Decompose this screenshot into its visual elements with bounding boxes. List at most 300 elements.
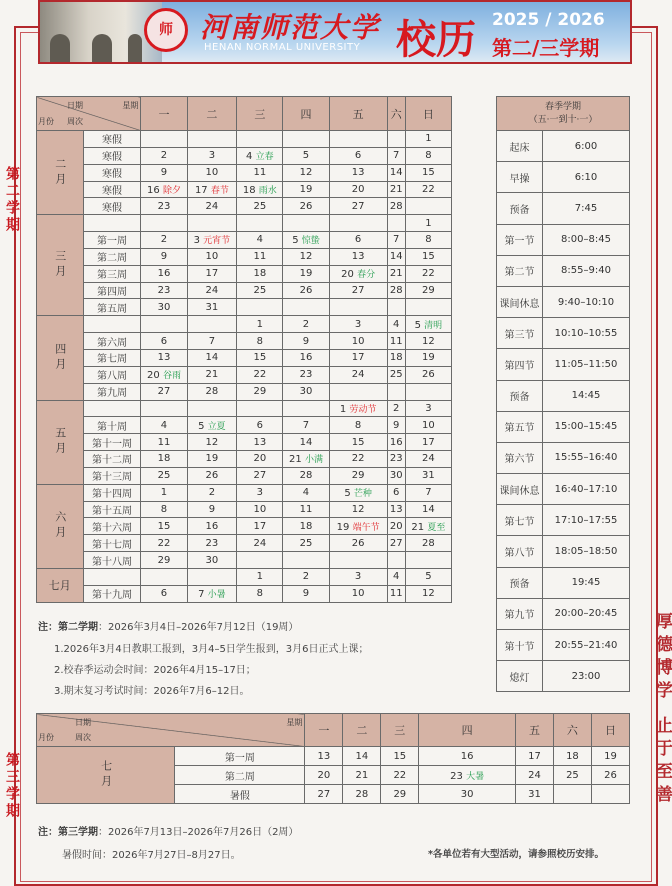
week-number: 第五周	[83, 299, 141, 316]
day-number: 5	[414, 319, 421, 331]
month-label: 月份	[38, 117, 54, 126]
day-cell: 17	[187, 265, 237, 282]
period-name: 第七节	[497, 505, 543, 536]
day-cell	[283, 215, 329, 232]
week-number: 第一周	[175, 747, 305, 766]
day-cell: 15	[141, 518, 187, 535]
weekday-header: 三	[381, 714, 419, 747]
day-cell: 24	[187, 198, 237, 215]
day-cell: 15	[329, 434, 387, 451]
day-cell	[405, 198, 451, 215]
day-cell: 1	[237, 316, 283, 333]
day-cell: 17	[405, 434, 451, 451]
week-number: 第八周	[83, 366, 141, 383]
day-cell: 8	[141, 501, 187, 518]
day-cell	[329, 518, 387, 535]
day-cell: 5	[283, 147, 329, 164]
weekday-header: 一	[305, 714, 343, 747]
month-label: 六月	[53, 511, 67, 542]
day-cell: 23	[283, 366, 329, 383]
day-cell: 12	[405, 333, 451, 350]
academic-year: 2025 / 2026	[492, 10, 605, 30]
week-row	[37, 417, 452, 434]
week-number	[83, 215, 141, 232]
day-cell: 4	[141, 417, 187, 434]
day-cell: 28	[343, 785, 381, 804]
day-cell: 21	[343, 766, 381, 785]
day-cell: 26	[591, 766, 629, 785]
day-cell	[187, 568, 237, 585]
day-cell: 1	[237, 568, 283, 585]
period-time: 20:55–21:40	[543, 630, 630, 661]
day-cell	[419, 766, 516, 785]
day-cell: 11	[237, 248, 283, 265]
day-cell: 8	[405, 147, 451, 164]
month-cell	[37, 215, 84, 316]
period-name: 第八节	[497, 536, 543, 567]
day-cell: 2	[187, 484, 237, 501]
day-cell: 2	[141, 147, 187, 164]
day-cell	[329, 131, 387, 148]
day-cell	[283, 299, 329, 316]
day-cell: 20	[305, 766, 343, 785]
week-row	[37, 501, 452, 518]
solar-term-label: 芒种	[353, 489, 372, 500]
week-row	[37, 333, 452, 350]
day-cell: 30	[141, 299, 187, 316]
month-cell	[37, 131, 84, 215]
month-label: 五月	[53, 427, 67, 458]
corner-header	[37, 714, 305, 747]
term2-range: ：2026年3月4日–2026年7月12日（19周）	[98, 622, 299, 633]
week-row	[37, 366, 452, 383]
day-cell	[141, 215, 187, 232]
day-cell: 13	[387, 501, 405, 518]
day-cell	[187, 215, 237, 232]
term2-note-item: 1.2026年3月4日教职工报到，3月4–5日学生报到，3月6日正式上课；	[54, 644, 369, 655]
activity-remark: *各单位若有大型活动，请参照校历安排。	[428, 849, 604, 860]
day-cell: 7	[387, 147, 405, 164]
day-cell: 6	[141, 333, 187, 350]
day-cell: 14	[187, 349, 237, 366]
day-cell: 3	[405, 400, 451, 417]
day-cell: 2	[283, 316, 329, 333]
holiday-label: 春节	[210, 185, 229, 196]
week-row	[37, 383, 452, 400]
day-cell: 31	[187, 299, 237, 316]
weekday-label: 星期	[286, 718, 303, 727]
solar-term-label: 雨水	[258, 185, 277, 196]
day-number: 7	[198, 589, 205, 601]
solar-term-label: 清明	[424, 320, 443, 331]
period-time: 20:00–20:45	[543, 598, 630, 629]
day-cell: 11	[283, 501, 329, 518]
weekday-header: 六	[387, 97, 405, 131]
day-cell: 2	[283, 568, 329, 585]
day-cell: 29	[405, 282, 451, 299]
period-time: 14:45	[543, 380, 630, 411]
side-label-term3: 第三学期	[4, 752, 20, 820]
schedule-row	[497, 411, 630, 442]
day-cell: 9	[283, 585, 329, 602]
period-name: 第四节	[497, 349, 543, 380]
schedule-row	[497, 349, 630, 380]
period-name: 第十节	[497, 630, 543, 661]
week-number: 寒假	[83, 164, 141, 181]
holiday-label: 端午节	[352, 522, 380, 533]
day-cell: 10	[187, 248, 237, 265]
month-label: 七月	[99, 760, 113, 790]
day-cell: 19	[591, 747, 629, 766]
day-cell: 29	[381, 785, 419, 804]
day-cell: 25	[387, 366, 405, 383]
university-motto: 厚德博学 止于至善	[652, 612, 672, 808]
schedule-subtitle: （五·一到十·一）	[528, 114, 598, 125]
day-cell: 3	[329, 316, 387, 333]
schedule-header	[497, 97, 630, 131]
day-cell	[329, 383, 387, 400]
day-cell: 18	[141, 451, 187, 468]
day-cell: 16	[187, 518, 237, 535]
period-name: 早操	[497, 162, 543, 193]
schedule-row	[497, 255, 630, 286]
day-cell: 22	[381, 766, 419, 785]
day-number: 20	[147, 370, 160, 382]
weekday-header: 日	[591, 714, 629, 747]
week-number	[83, 400, 141, 417]
week-number: 第十七周	[83, 535, 141, 552]
day-cell	[237, 552, 283, 569]
day-cell: 24	[187, 282, 237, 299]
solar-term-label: 夏至	[427, 522, 446, 533]
day-cell: 17	[237, 518, 283, 535]
week-number: 第十二周	[83, 451, 141, 468]
summer-vacation-note: 暑假时间：2026年7月27日–8月27日。	[62, 850, 241, 861]
week-row	[37, 198, 452, 215]
period-time: 18:05–18:50	[543, 536, 630, 567]
week-number: 第十八周	[83, 552, 141, 569]
day-cell: 21	[387, 265, 405, 282]
day-cell	[283, 400, 329, 417]
day-cell: 15	[381, 747, 419, 766]
month-cell	[37, 316, 84, 400]
week-number: 第三周	[83, 265, 141, 282]
day-cell: 27	[329, 282, 387, 299]
day-cell: 24	[515, 766, 553, 785]
day-cell	[387, 383, 405, 400]
week-number: 第二周	[175, 766, 305, 785]
date-label: 日期	[75, 718, 91, 727]
daily-schedule-table	[496, 96, 630, 692]
university-name-en: HENAN NORMAL UNIVERSITY	[204, 42, 361, 53]
period-name: 第三节	[497, 318, 543, 349]
day-cell: 8	[329, 417, 387, 434]
holiday-label: 劳动节	[349, 404, 377, 415]
day-cell: 22	[237, 366, 283, 383]
weekday-header: 四	[283, 97, 329, 131]
day-cell: 24	[237, 535, 283, 552]
day-cell	[405, 316, 451, 333]
day-cell: 9	[387, 417, 405, 434]
solar-term-label: 春分	[357, 270, 376, 281]
week-number: 第六周	[83, 333, 141, 350]
week-row	[37, 181, 452, 198]
solar-term-label: 立春	[255, 152, 274, 163]
period-time: 9:40–10:10	[543, 286, 630, 317]
day-cell: 21	[187, 366, 237, 383]
day-cell: 19	[283, 181, 329, 198]
schedule-title: 春季学期	[544, 101, 581, 112]
day-cell: 31	[405, 467, 451, 484]
day-cell: 18	[283, 518, 329, 535]
day-cell	[237, 400, 283, 417]
day-cell: 13	[329, 248, 387, 265]
day-cell: 16	[283, 349, 329, 366]
calendar-title: 校历	[396, 17, 476, 63]
day-cell: 4	[387, 568, 405, 585]
day-cell: 5	[405, 568, 451, 585]
day-cell	[387, 215, 405, 232]
day-cell: 21	[387, 181, 405, 198]
day-cell	[405, 383, 451, 400]
day-cell: 13	[329, 164, 387, 181]
day-cell	[237, 215, 283, 232]
day-cell: 19	[283, 265, 329, 282]
day-cell: 30	[387, 467, 405, 484]
period-time: 15:55–16:40	[543, 442, 630, 473]
day-cell: 4	[283, 484, 329, 501]
day-number: 17	[194, 184, 208, 196]
week-row	[37, 484, 452, 501]
calendar-header-row	[37, 97, 452, 131]
month-label: 二月	[53, 157, 67, 188]
corner-header	[37, 97, 141, 131]
day-cell	[237, 299, 283, 316]
day-cell: 23	[141, 282, 187, 299]
day-cell: 14	[405, 501, 451, 518]
day-cell: 15	[405, 164, 451, 181]
day-cell	[237, 181, 283, 198]
schedule-row	[497, 193, 630, 224]
week-number: 暑假	[175, 785, 305, 804]
day-cell: 11	[387, 585, 405, 602]
period-name: 熄灯	[497, 661, 543, 692]
day-cell: 8	[237, 333, 283, 350]
week-row	[37, 164, 452, 181]
week-row	[37, 535, 452, 552]
day-cell: 12	[405, 585, 451, 602]
week-number: 第十五周	[83, 501, 141, 518]
day-cell: 22	[405, 181, 451, 198]
day-cell: 25	[283, 535, 329, 552]
week-number: 寒假	[83, 198, 141, 215]
day-cell: 28	[187, 383, 237, 400]
day-cell	[187, 400, 237, 417]
day-cell: 7	[187, 333, 237, 350]
day-cell: 29	[141, 552, 187, 569]
day-cell	[187, 181, 237, 198]
week-number: 第十一周	[83, 434, 141, 451]
day-cell: 6	[329, 147, 387, 164]
day-cell: 18	[553, 747, 591, 766]
day-number: 23	[450, 770, 463, 782]
day-cell: 23	[187, 535, 237, 552]
day-number: 5	[292, 235, 299, 247]
day-cell	[405, 299, 451, 316]
period-time: 8:55–9:40	[543, 255, 630, 286]
week-label: 周次	[67, 117, 83, 126]
day-cell	[329, 552, 387, 569]
period-name: 预备	[497, 380, 543, 411]
term2-note: 注：第二学期：2026年3月4日–2026年7月12日（19周）	[38, 622, 299, 633]
weekday-header: 日	[405, 97, 451, 131]
day-cell	[187, 417, 237, 434]
day-cell	[283, 451, 329, 468]
day-cell	[329, 484, 387, 501]
period-name: 第五节	[497, 411, 543, 442]
term2-note-item: 2.校春季运动会时间：2026年4月15–17日；	[54, 665, 256, 676]
day-cell: 10	[329, 585, 387, 602]
day-cell: 6	[387, 484, 405, 501]
schedule-row	[497, 162, 630, 193]
day-cell: 12	[329, 501, 387, 518]
week-row	[37, 147, 452, 164]
week-row	[37, 349, 452, 366]
period-time: 19:45	[543, 567, 630, 598]
header-banner	[38, 0, 632, 64]
day-cell	[187, 316, 237, 333]
week-row	[37, 400, 452, 417]
week-row	[37, 316, 452, 333]
day-cell: 3	[237, 484, 283, 501]
period-name: 第一节	[497, 224, 543, 255]
period-time: 11:05–11:50	[543, 349, 630, 380]
day-cell: 1	[405, 215, 451, 232]
period-time: 6:10	[543, 162, 630, 193]
day-cell	[187, 585, 237, 602]
schedule-row	[497, 505, 630, 536]
solar-term-label: 立夏	[207, 421, 226, 432]
day-cell: 22	[329, 451, 387, 468]
day-cell: 28	[283, 467, 329, 484]
solar-term-label: 惊蛰	[301, 236, 320, 247]
day-cell: 25	[237, 282, 283, 299]
schedule-row	[497, 224, 630, 255]
week-row	[37, 585, 452, 602]
schedule-row	[497, 286, 630, 317]
day-cell	[141, 181, 187, 198]
week-label: 周次	[75, 733, 91, 742]
day-number: 21	[411, 521, 425, 533]
weekday-header: 三	[237, 97, 283, 131]
week-row	[37, 747, 630, 766]
day-cell: 18	[387, 349, 405, 366]
holiday-label: 元宵节	[203, 236, 231, 247]
day-number: 4	[246, 151, 253, 163]
university-name-cn: 河南师范大学	[200, 11, 381, 44]
day-cell	[141, 400, 187, 417]
day-cell: 2	[141, 232, 187, 249]
day-cell: 6	[329, 232, 387, 249]
term2-note-label: 第二学期	[58, 622, 98, 633]
month-label: 月份	[38, 733, 54, 742]
weekday-header: 二	[343, 714, 381, 747]
day-cell: 9	[141, 164, 187, 181]
calendar-header-row	[37, 714, 630, 747]
schedule-row	[497, 536, 630, 567]
month-label: 三月	[53, 250, 67, 281]
day-cell: 16	[419, 747, 516, 766]
day-cell: 23	[141, 198, 187, 215]
month-label: 七月	[48, 579, 71, 593]
week-number: 第九周	[83, 383, 141, 400]
weekday-header: 四	[419, 714, 516, 747]
day-cell: 25	[237, 198, 283, 215]
period-name: 课间休息	[497, 474, 543, 505]
period-name: 预备	[497, 193, 543, 224]
month-cell	[37, 484, 84, 568]
day-cell: 11	[387, 333, 405, 350]
schedule-row	[497, 318, 630, 349]
day-cell	[591, 785, 629, 804]
day-cell: 10	[405, 417, 451, 434]
day-cell: 26	[329, 535, 387, 552]
weekday-header: 六	[553, 714, 591, 747]
day-cell: 13	[237, 434, 283, 451]
day-cell	[141, 568, 187, 585]
day-cell: 13	[305, 747, 343, 766]
day-cell	[141, 316, 187, 333]
day-cell: 12	[187, 434, 237, 451]
period-name: 第二节	[497, 255, 543, 286]
week-number: 第七周	[83, 349, 141, 366]
day-cell	[283, 131, 329, 148]
holiday-label: 除夕	[162, 185, 181, 196]
day-number: 1	[339, 403, 347, 415]
day-cell: 18	[237, 265, 283, 282]
day-cell: 27	[141, 383, 187, 400]
day-cell: 26	[283, 198, 329, 215]
day-cell: 29	[237, 383, 283, 400]
term-title: 第二/三学期	[492, 36, 600, 60]
week-number: 第四周	[83, 282, 141, 299]
week-row	[37, 299, 452, 316]
month-cell	[37, 747, 175, 804]
day-cell: 26	[405, 366, 451, 383]
day-cell: 9	[141, 248, 187, 265]
week-row	[37, 215, 452, 232]
term3-note: 注：第三学期：2026年7月13日–2026年7月26日（2周）	[38, 827, 299, 838]
week-number: 第十四周	[83, 484, 141, 501]
day-cell: 1	[141, 484, 187, 501]
day-number: 21	[289, 454, 302, 466]
day-cell: 23	[387, 451, 405, 468]
day-cell: 17	[515, 747, 553, 766]
term3-note-label: 第三学期	[58, 827, 98, 838]
week-row	[37, 434, 452, 451]
week-row	[37, 467, 452, 484]
day-cell	[387, 552, 405, 569]
weekday-header: 二	[187, 97, 237, 131]
day-cell: 19	[187, 451, 237, 468]
week-row	[37, 265, 452, 282]
day-cell: 3	[187, 147, 237, 164]
day-cell: 6	[237, 417, 283, 434]
day-cell: 24	[329, 366, 387, 383]
period-name: 第六节	[497, 442, 543, 473]
day-cell: 27	[387, 535, 405, 552]
day-cell	[329, 400, 387, 417]
